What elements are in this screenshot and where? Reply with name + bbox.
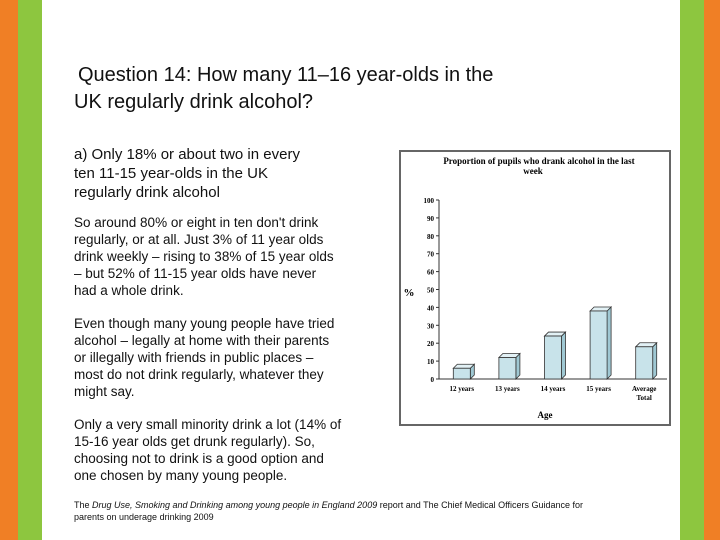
paragraph-3	[74, 416, 404, 484]
paragraph-3-line-1: Only a very small minority drink a lot (14% of	[74, 417, 342, 432]
bar	[499, 358, 516, 379]
y-tick-label: 30	[427, 322, 434, 331]
y-tick-label: 40	[427, 304, 434, 313]
y-tick-label: 80	[427, 232, 434, 241]
paragraph-2-line-2: alcohol – legally at home with their parents	[74, 333, 330, 348]
paragraph-1-line-5: had a whole drink.	[74, 283, 184, 298]
paragraph-2-line-1: Even though many young people have tried	[74, 316, 335, 331]
paragraph-1-line-3: drink weekly – rising to 38% of 15 year olds	[74, 249, 334, 264]
paragraph-1-line-1: So around 80% or eight in ten don't drink	[74, 215, 319, 230]
footnote-report-title: Drug Use, Smoking and Drinking among young people in England 2009	[92, 500, 378, 510]
bar-top	[499, 354, 520, 358]
lead-line-2: ten 11-15 year-olds in the UK	[74, 165, 268, 182]
left-orange-stripe	[0, 0, 18, 540]
bar	[545, 336, 562, 379]
footnote-suffix: report and The Chief Medical Officers Guidance for	[377, 500, 583, 510]
bar-chart	[399, 150, 671, 426]
y-tick-label: 100	[423, 197, 434, 205]
plot-area	[424, 197, 668, 402]
x-tick-label: 12 years	[449, 385, 475, 393]
lead-line-3: regularly drink alcohol	[74, 184, 220, 201]
bar-side	[562, 332, 566, 379]
paragraph-3-line-2: 15-16 year olds get drunk regularly). So,	[74, 434, 315, 449]
bar-top	[590, 307, 611, 311]
bar-side	[607, 307, 611, 379]
paragraph-2-line-3: or illegally with friends in public places –	[74, 350, 314, 365]
paragraph-2-line-4: most do not drink regularly, whatever they	[74, 367, 324, 382]
y-tick-label: 10	[427, 358, 434, 367]
footnote-line-1	[74, 499, 674, 511]
x-tick-label: 14 years	[540, 385, 566, 393]
x-tick-label: 13 years	[495, 385, 520, 393]
footnote-prefix: The	[74, 500, 93, 510]
y-tick-label: 70	[427, 250, 434, 259]
y-tick-label: 20	[427, 340, 434, 349]
lead-line-1: a) Only 18% or about two in every	[74, 146, 300, 163]
paragraph-1-line-2: regularly, or at all. Just 3% of 11 year olds	[74, 232, 324, 247]
footnote-line-2: parents on underage drinking 2009	[74, 512, 214, 522]
slide-title-line-1: Question 14: How many 11–16 year-olds in the	[78, 64, 494, 86]
bar-side	[653, 343, 657, 379]
y-tick-label: 0	[430, 376, 434, 384]
x-axis-label: Age	[537, 410, 553, 420]
bar-top	[545, 332, 566, 336]
paragraph-2-line-5: might say.	[74, 384, 135, 399]
right-orange-stripe	[704, 0, 720, 540]
slide-title	[74, 62, 654, 116]
paragraph-3-line-4: one chosen by many young people.	[74, 468, 288, 483]
source-footnote	[74, 499, 674, 523]
lead-statement	[74, 145, 384, 202]
left-green-stripe	[18, 0, 42, 540]
paragraph-1	[74, 214, 404, 299]
right-green-stripe	[680, 0, 704, 540]
y-tick-label: 50	[427, 286, 434, 295]
paragraph-2	[74, 315, 404, 400]
paragraph-1-line-4: – but 52% of 11-15 year olds have never	[74, 266, 317, 281]
bar-top	[453, 364, 474, 368]
chart-title-line-1: Proportion of pupils who drank alcohol in the last	[443, 156, 635, 166]
x-tick-label: Average	[632, 385, 657, 393]
x-tick-sublabel: Total	[636, 394, 652, 402]
bar	[453, 368, 470, 379]
bar-top	[636, 343, 657, 347]
bar	[636, 347, 653, 379]
x-tick-label: 15 years	[586, 385, 611, 393]
y-axis-label: %	[403, 287, 415, 299]
bar	[590, 311, 607, 379]
paragraph-3-line-3: choosing not to drink is a good option and	[74, 451, 324, 466]
slide-title-line-2: UK regularly drink alcohol?	[74, 91, 314, 113]
y-tick-label: 90	[427, 214, 434, 223]
chart-title-line-2: week	[523, 166, 543, 176]
y-tick-label: 60	[427, 268, 434, 277]
